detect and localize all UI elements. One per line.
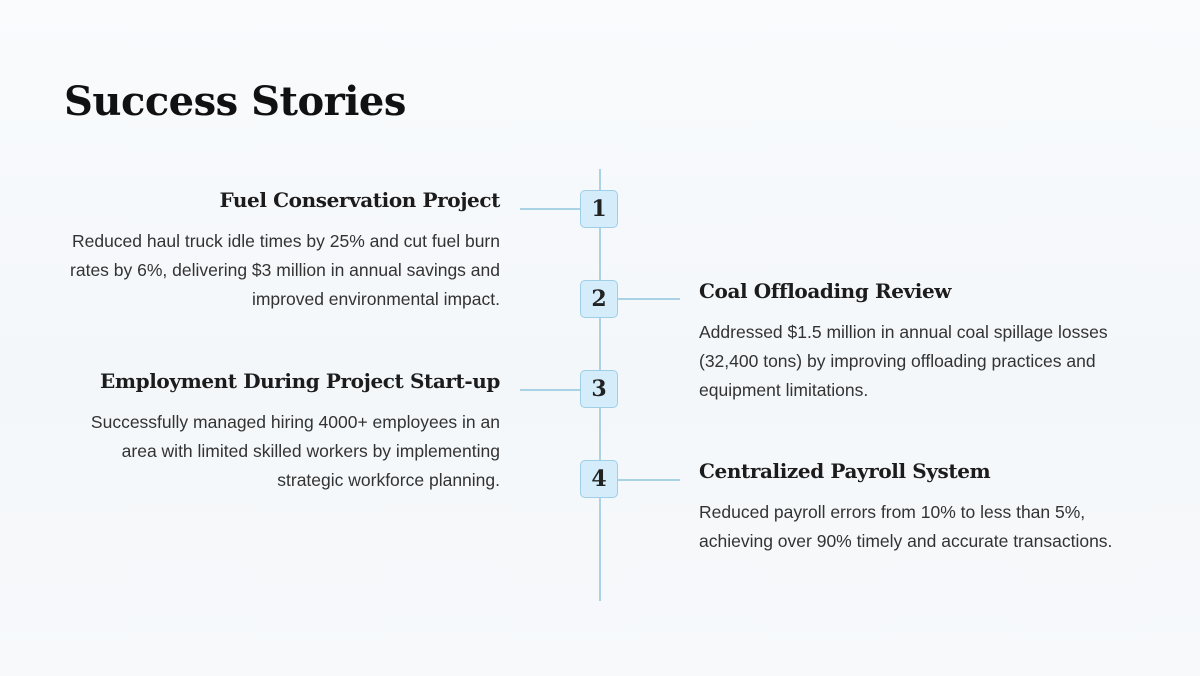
story-heading: Fuel Conservation Project (219, 188, 500, 212)
story-centralized-payroll (699, 458, 1139, 556)
timeline-connector-1 (520, 208, 582, 210)
timeline-connector-2 (618, 298, 680, 300)
story-heading: Employment During Project Start-up (100, 369, 500, 393)
story-employment-startup (60, 368, 500, 495)
timeline-connector-3 (520, 389, 582, 391)
story-heading: Centralized Payroll System (699, 459, 991, 483)
story-coal-offloading (699, 278, 1139, 405)
story-description: Reduced payroll errors from 10% to less than 5%, achieving over 90% timely and accurate transactions. (699, 502, 1113, 551)
story-fuel-conservation (60, 187, 500, 314)
timeline-connector-4 (618, 479, 680, 481)
story-heading: Coal Offloading Review (699, 279, 952, 303)
timeline-marker-4: 4 (580, 460, 618, 498)
page-title: Success Stories (64, 78, 406, 125)
story-description: Reduced haul truck idle times by 25% and cut fuel burn rates by 6%, delivering $3 million in annual savings and improved environmental impact. (70, 231, 500, 309)
timeline-marker-2: 2 (580, 280, 618, 318)
timeline-marker-1: 1 (580, 190, 618, 228)
story-description: Successfully managed hiring 4000+ employees in an area with limited skilled workers by implementing strategic workforce planning. (90, 412, 500, 490)
story-description: Addressed $1.5 million in annual coal spillage losses (32,400 tons) by improving offloading practices and equipment limitations. (699, 322, 1108, 400)
timeline-marker-3: 3 (580, 370, 618, 408)
